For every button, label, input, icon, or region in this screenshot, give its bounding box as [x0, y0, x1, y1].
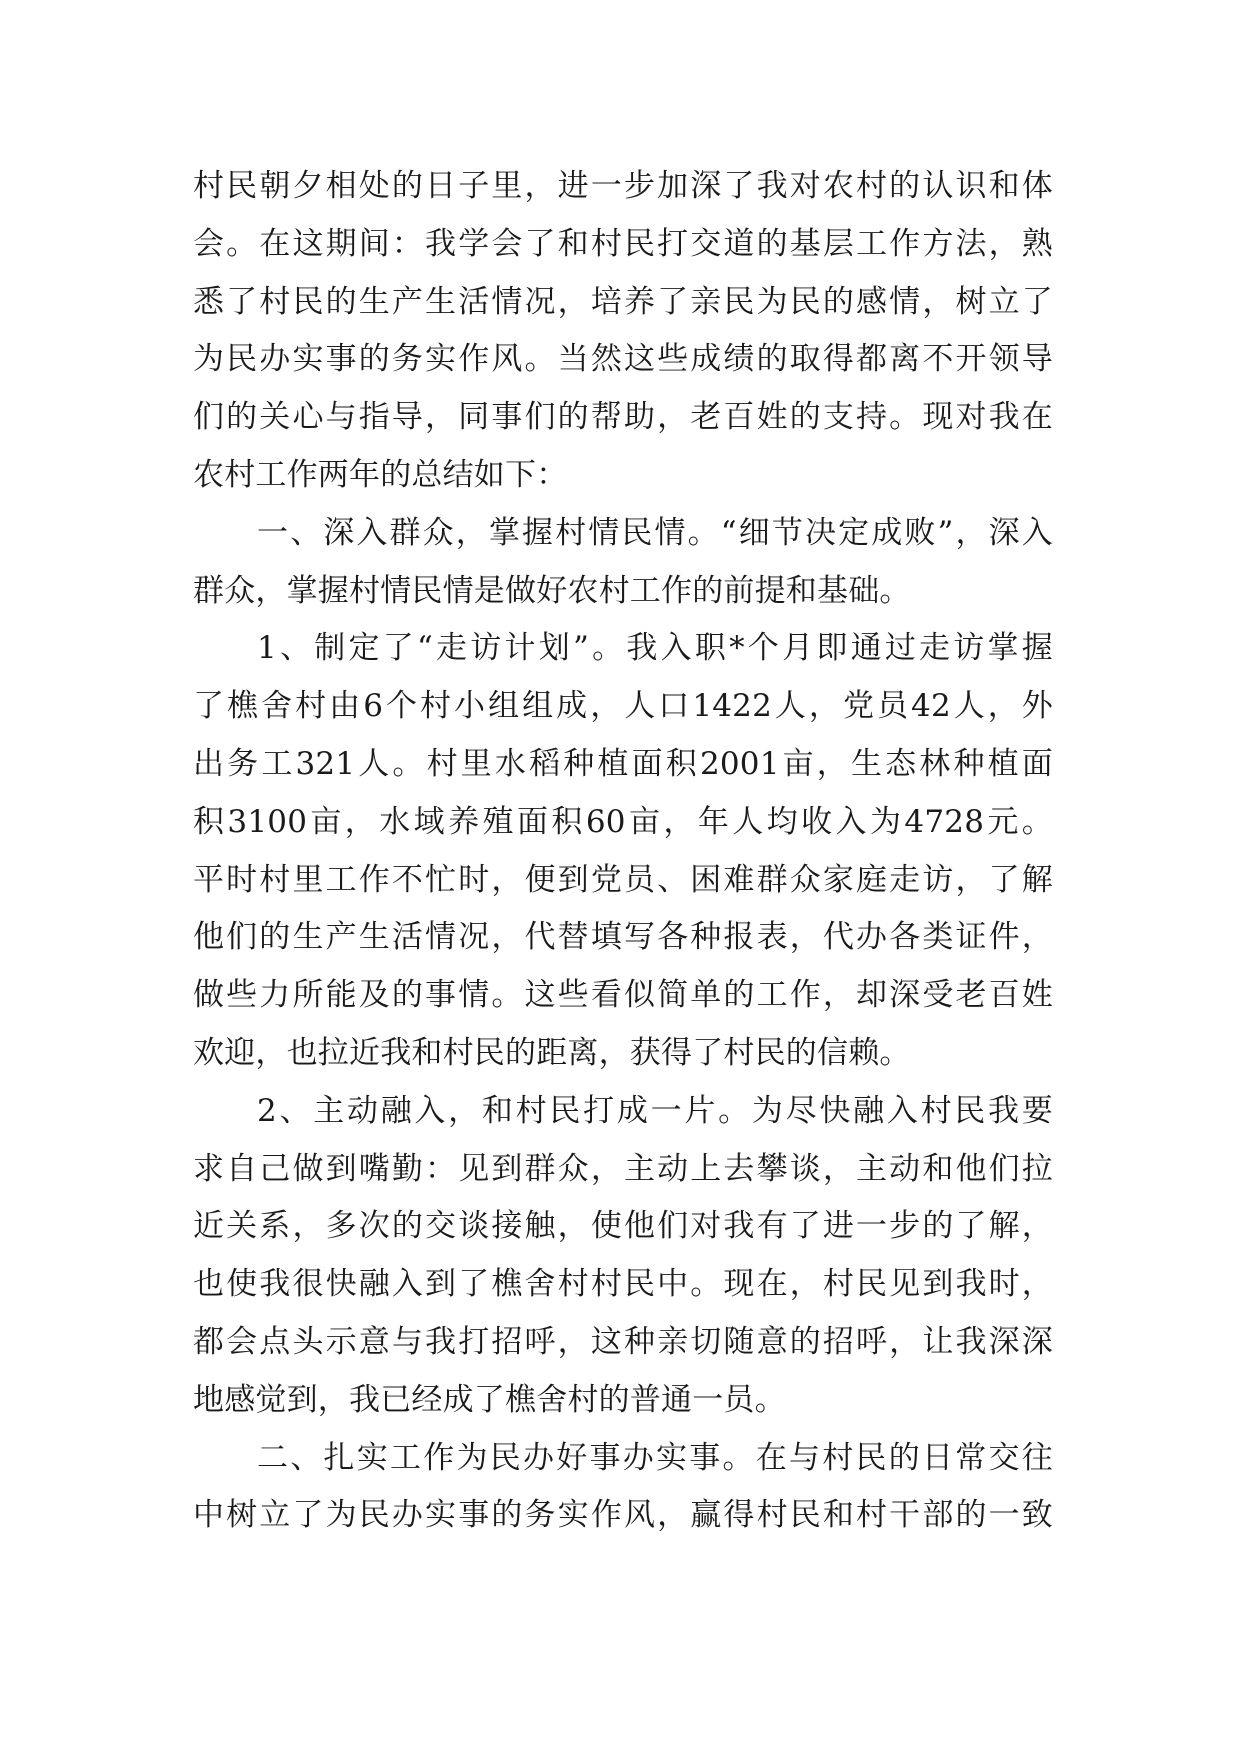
- text-line: 也使我很快融入到了樵舍村村民中。现在，村民见到我时，: [193, 1266, 1053, 1303]
- text-line: 平时村里工作不忙时，便到党员、困难群众家庭走访，了解: [193, 861, 1053, 898]
- text-line: 了樵舍村由6个村小组组成，人口1422人，党员42人，外: [193, 688, 1053, 725]
- text-line: 悉了村民的生产生活情况，培养了亲民为民的感情，树立了: [193, 283, 1053, 320]
- text-line: 出务工321人。村里水稻种植面积2001亩，生态林种植面: [193, 745, 1053, 782]
- section-heading-line: 一、深入群众，掌握村情民情。“细节决定成败”，深入: [257, 514, 1053, 551]
- text-line: 农村工作两年的总结如下：: [193, 456, 568, 493]
- text-line: 中树立了为民办实事的务实作风，赢得村民和村干部的一致: [193, 1497, 1053, 1534]
- text-line: 会。在这期间：我学会了和村民打交道的基层工作方法，熟: [193, 225, 1053, 262]
- text-line: 都会点头示意与我打招呼，这种亲切随意的招呼，让我深深: [193, 1323, 1053, 1360]
- text-line: 求自己做到嘴勤：见到群众，主动上去攀谈，主动和他们拉: [193, 1150, 1053, 1187]
- text-line: 欢迎，也拉近我和村民的距离，获得了村民的信赖。: [193, 1034, 911, 1071]
- text-line: 积3100亩，水域养殖面积60亩，年人均收入为4728元。: [193, 803, 1053, 840]
- text-line: 们的关心与指导，同事们的帮助，老百姓的支持。现对我在: [193, 399, 1053, 436]
- text-line: 村民朝夕相处的日子里，进一步加深了我对农村的认识和体: [193, 168, 1053, 204]
- section-heading-line: 二、扎实工作为民办好事办实事。在与村民的日常交往: [257, 1439, 1053, 1476]
- paragraph-first-line: 1、制定了“走访计划”。我入职*个月即通过走访掌握: [257, 630, 1053, 667]
- document-body: [193, 158, 1053, 1545]
- paragraph-first-line: 2、主动融入，和村民打成一片。为尽快融入村民我要: [257, 1092, 1053, 1129]
- text-line: 群众，掌握村情民情是做好农村工作的前提和基础。: [193, 572, 911, 609]
- text-line: 为民办实事的务实作风。当然这些成绩的取得都离不开领导: [193, 341, 1053, 378]
- text-line: 地感觉到，我已经成了樵舍村的普通一员。: [193, 1381, 786, 1418]
- text-line: 做些力所能及的事情。这些看似简单的工作，却深受老百姓: [193, 977, 1053, 1014]
- text-line: 近关系，多次的交谈接触，使他们对我有了进一步的了解，: [193, 1208, 1053, 1245]
- text-line: 他们的生产生活情况，代替填写各种报表，代办各类证件，: [193, 919, 1053, 956]
